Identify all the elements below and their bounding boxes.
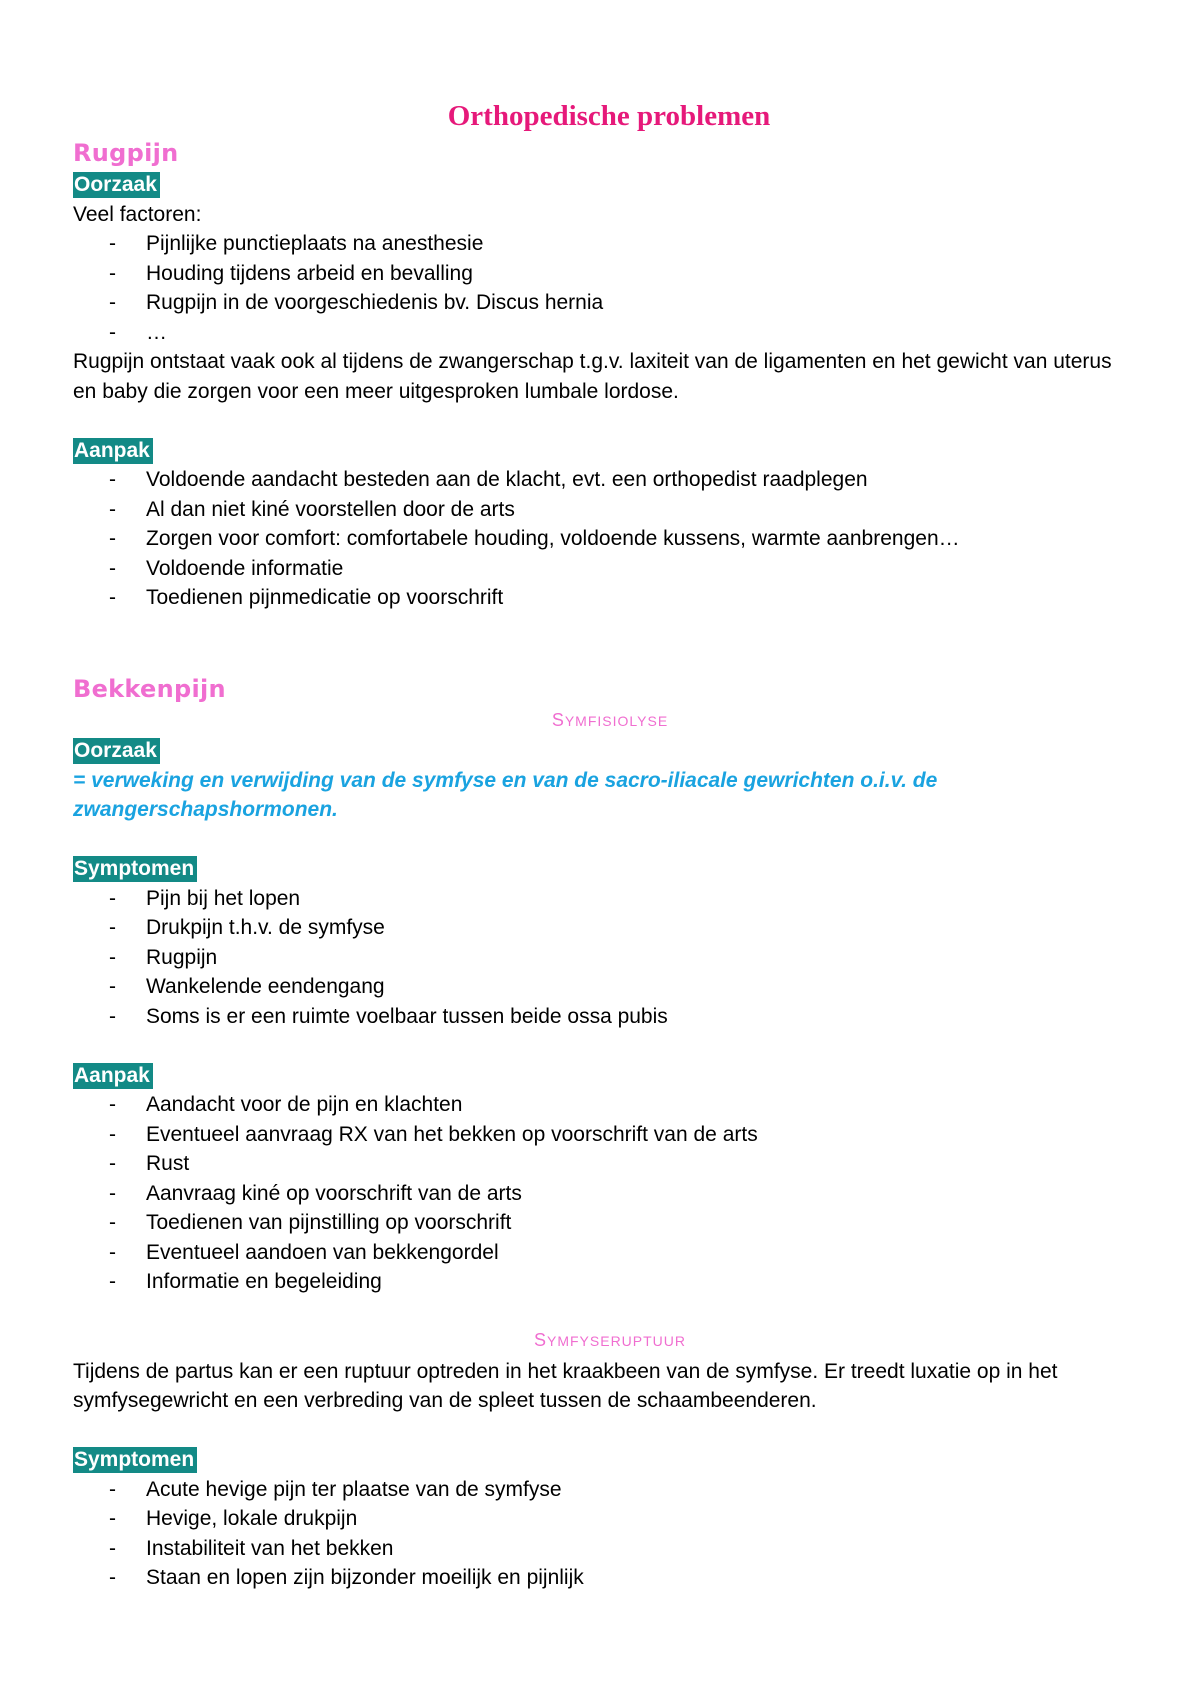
label-symptomen: Symptomen: [73, 856, 197, 882]
list-item: - Toedienen pijnmedicatie op voorschrift: [73, 583, 1133, 613]
label-oorzaak: Oorzaak: [73, 172, 160, 198]
factors-list: [73, 229, 1133, 347]
list-item: - Staan en lopen zijn bijzonder moeilijk en pijnlijk: [73, 1563, 1133, 1593]
list-item: - Instabiliteit van het bekken: [73, 1534, 1133, 1564]
list-item: - Aandacht voor de pijn en klachten: [73, 1090, 1133, 1120]
list-item: - Houding tijdens arbeid en bevalling: [73, 259, 1133, 289]
label-oorzaak: Oorzaak: [73, 738, 160, 764]
list-item: - Rugpijn: [73, 943, 1133, 973]
list-item: - Voldoende aandacht besteden aan de klacht, evt. een orthopedist raadplegen: [73, 465, 1133, 495]
factors-intro: Veel factoren:: [73, 202, 202, 226]
list-item: - Informatie en begeleiding: [73, 1267, 1133, 1297]
list-item: - Drukpijn t.h.v. de symfyse: [73, 913, 1133, 943]
section-heading-bekkenpijn: Bekkenpijn: [73, 674, 226, 703]
document-page: [73, 96, 1133, 1593]
list-item: - Eventueel aanvraag RX van het bekken op voorschrift van de arts: [73, 1120, 1133, 1150]
list-item: - Acute hevige pijn ter plaatse van de symfyse: [73, 1475, 1133, 1505]
symfisiolyse-definition: = verweking en verwijding van de symfyse en van de sacro-iliacale gewrichten o.i.v. de zwangerschapshormonen.: [73, 768, 938, 821]
list-item: - Eventueel aandoen van bekkengordel: [73, 1238, 1133, 1268]
aanpak-list: [73, 465, 1133, 613]
list-item: - Aanvraag kiné op voorschrift van de arts: [73, 1179, 1133, 1209]
subheading-symfisiolyse: SYMFISIOLYSE: [551, 709, 669, 730]
list-item: - Al dan niet kiné voorstellen door de arts: [73, 495, 1133, 525]
list-item: - Zorgen voor comfort: comfortabele houding, voldoende kussens, warmte aanbrengen…: [73, 524, 1133, 554]
list-item: - Pijnlijke punctieplaats na anesthesie: [73, 229, 1133, 259]
aanpak-list: [73, 1090, 1133, 1297]
rugpijn-paragraph: Rugpijn ontstaat vaak ook al tijdens de zwangerschap t.g.v. laxiteit van de ligamenten en het gewicht van uterus en baby die zorgen voor een meer uitgesproken lumbale lordose.: [73, 350, 1112, 403]
page-title: Orthopedische problemen: [447, 100, 771, 132]
symptomen-list: [73, 884, 1133, 1032]
list-item: - Soms is er een ruimte voelbaar tussen beide ossa pubis: [73, 1002, 1133, 1032]
list-item: - Rugpijn in de voorgeschiedenis bv. Discus hernia: [73, 288, 1133, 318]
symfyseruptuur-paragraph: Tijdens de partus kan er een ruptuur optreden in het kraakbeen van de symfyse. Er treedt luxatie op in het symfysegewricht en een verbreding van de spleet tussen de schaambeenderen.: [73, 1359, 1058, 1412]
list-item: - Toedienen van pijnstilling op voorschrift: [73, 1208, 1133, 1238]
list-item: - Voldoende informatie: [73, 554, 1133, 584]
list-item: - Wankelende eendengang: [73, 972, 1133, 1002]
section-heading-rugpijn: Rugpijn: [73, 139, 179, 167]
list-item: - Pijn bij het lopen: [73, 884, 1133, 914]
subheading-symfyseruptuur: SYMFYSERUPTUUR: [533, 1330, 687, 1350]
label-symptomen: Symptomen: [73, 1447, 197, 1473]
label-aanpak: Aanpak: [73, 438, 153, 464]
list-item: - …: [73, 318, 1133, 348]
list-item: - Hevige, lokale drukpijn: [73, 1504, 1133, 1534]
label-aanpak: Aanpak: [73, 1063, 153, 1089]
symptomen-list: [73, 1475, 1133, 1593]
list-item: - Rust: [73, 1149, 1133, 1179]
